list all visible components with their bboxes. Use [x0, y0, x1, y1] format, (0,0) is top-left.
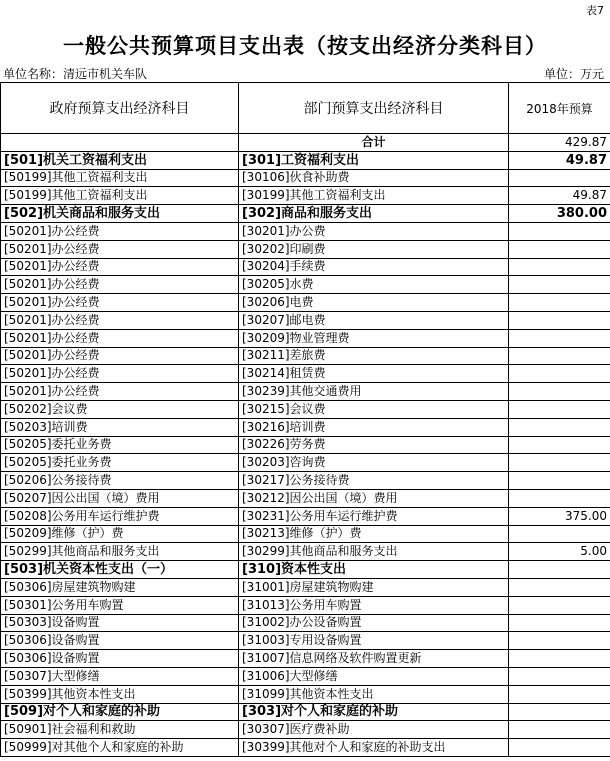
amount-cell — [509, 222, 610, 240]
total-row — [1, 134, 610, 152]
table-row — [1, 632, 610, 650]
dept-subject-cell: [303]对个人和家庭的补助 — [239, 703, 509, 721]
amount-cell — [509, 650, 610, 668]
table-row — [1, 400, 610, 418]
table-row — [1, 365, 610, 383]
gov-subject-cell: [50199]其他工资福利支出 — [1, 187, 239, 205]
amount-cell — [509, 454, 610, 472]
gov-subject-cell: [509]对个人和家庭的补助 — [1, 703, 239, 721]
table-row — [1, 222, 610, 240]
gov-subject-cell: [50206]公务接待费 — [1, 472, 239, 490]
gov-subject-cell: [50208]公务用车运行维护费 — [1, 507, 239, 525]
gov-subject-cell: [50201]办公经费 — [1, 222, 239, 240]
table-row — [1, 187, 610, 205]
gov-subject-cell: [50301]公务用车购置 — [1, 596, 239, 614]
amount-cell — [509, 614, 610, 632]
table-number: 表7 — [586, 4, 604, 17]
amount-cell — [509, 258, 610, 276]
gov-subject-cell: [50306]房屋建筑物购建 — [1, 578, 239, 596]
dept-subject-cell: [30207]邮电费 — [239, 311, 509, 329]
dept-subject-cell: [30215]会议费 — [239, 400, 509, 418]
table-row — [1, 472, 610, 490]
gov-subject-cell: [50901]社会福利和救助 — [1, 721, 239, 739]
amount-cell — [509, 739, 610, 757]
amount-cell: 5.00 — [509, 543, 610, 561]
gov-subject-cell: [50202]会议费 — [1, 400, 239, 418]
gov-subject-cell: [50303]设备购置 — [1, 614, 239, 632]
budget-table — [0, 82, 610, 757]
table-row — [1, 685, 610, 703]
amount-cell — [509, 383, 610, 401]
gov-subject-cell: [501]机关工资福利支出 — [1, 151, 239, 169]
table-row — [1, 418, 610, 436]
total-label: 合计 — [239, 134, 509, 152]
dept-subject-cell: [30209]物业管理费 — [239, 329, 509, 347]
total-amount: 429.87 — [509, 134, 610, 152]
table-row — [1, 721, 610, 739]
dept-subject-cell: [31013]公务用车购置 — [239, 596, 509, 614]
gov-subject-cell: [50209]维修（护）费 — [1, 525, 239, 543]
table-row — [1, 294, 610, 312]
dept-subject-cell: [31002]办公设备购置 — [239, 614, 509, 632]
dept-subject-cell: [30206]电费 — [239, 294, 509, 312]
dept-subject-cell: [30213]维修（护）费 — [239, 525, 509, 543]
header-year-budget: 2018年预算 — [509, 83, 610, 134]
amount-cell — [509, 703, 610, 721]
table-row — [1, 436, 610, 454]
amount-cell — [509, 329, 610, 347]
dept-subject-cell: [30201]办公费 — [239, 222, 509, 240]
gov-subject-cell: [50205]委托业务费 — [1, 454, 239, 472]
table-row — [1, 667, 610, 685]
unit-info-row — [0, 63, 610, 81]
gov-subject-cell: [50205]委托业务费 — [1, 436, 239, 454]
dept-subject-cell: [30106]伙食补助费 — [239, 169, 509, 187]
dept-subject-cell: [30202]印刷费 — [239, 240, 509, 258]
dept-subject-cell: [31099]其他资本性支出 — [239, 685, 509, 703]
dept-subject-cell: [302]商品和服务支出 — [239, 205, 509, 223]
amount-cell — [509, 472, 610, 490]
gov-subject-cell: [50207]因公出国（境）费用 — [1, 489, 239, 507]
amount-cell — [509, 578, 610, 596]
dept-subject-cell: [30216]培训费 — [239, 418, 509, 436]
dept-subject-cell: [31001]房屋建筑物购建 — [239, 578, 509, 596]
gov-subject-cell: [50203]培训费 — [1, 418, 239, 436]
dept-subject-cell: [30299]其他商品和服务支出 — [239, 543, 509, 561]
amount-cell — [509, 365, 610, 383]
amount-cell — [509, 667, 610, 685]
table-row — [1, 169, 610, 187]
table-row — [1, 578, 610, 596]
dept-subject-cell: [30205]水费 — [239, 276, 509, 294]
table-row — [1, 561, 610, 579]
dept-subject-cell: [30239]其他交通费用 — [239, 383, 509, 401]
table-row — [1, 525, 610, 543]
dept-subject-cell: [30214]租赁费 — [239, 365, 509, 383]
amount-cell — [509, 276, 610, 294]
page-title: 一般公共预算项目支出表（按支出经济分类科目） — [63, 34, 547, 58]
table-row — [1, 739, 610, 757]
gov-subject-cell: [50201]办公经费 — [1, 240, 239, 258]
gov-subject-cell: [50306]设备购置 — [1, 632, 239, 650]
gov-subject-cell: [50307]大型修缮 — [1, 667, 239, 685]
total-empty-cell — [1, 134, 239, 152]
amount-cell — [509, 169, 610, 187]
dept-subject-cell: [30226]劳务费 — [239, 436, 509, 454]
dept-subject-cell: [30307]医疗费补助 — [239, 721, 509, 739]
table-row — [1, 240, 610, 258]
amount-cell — [509, 400, 610, 418]
amount-cell — [509, 418, 610, 436]
dept-subject-cell: [30199]其他工资福利支出 — [239, 187, 509, 205]
amount-cell — [509, 311, 610, 329]
dept-subject-cell: [31006]大型修缮 — [239, 667, 509, 685]
dept-subject-cell: [30217]公务接待费 — [239, 472, 509, 490]
table-row — [1, 311, 610, 329]
dept-subject-cell: [31007]信息网络及软件购置更新 — [239, 650, 509, 668]
dept-subject-cell: [30231]公务用车运行维护费 — [239, 507, 509, 525]
table-row — [1, 383, 610, 401]
gov-subject-cell: [50201]办公经费 — [1, 294, 239, 312]
gov-subject-cell: [502]机关商品和服务支出 — [1, 205, 239, 223]
amount-cell — [509, 436, 610, 454]
gov-subject-cell: [50201]办公经费 — [1, 383, 239, 401]
dept-subject-cell: [301]工资福利支出 — [239, 151, 509, 169]
dept-subject-cell: [31003]专用设备购置 — [239, 632, 509, 650]
table-row — [1, 507, 610, 525]
amount-cell: 49.87 — [509, 151, 610, 169]
amount-cell — [509, 685, 610, 703]
unit-currency: 单位：万元 — [543, 67, 604, 81]
gov-subject-cell: [50199]其他工资福利支出 — [1, 169, 239, 187]
table-row — [1, 347, 610, 365]
table-row — [1, 543, 610, 561]
dept-subject-cell: [310]资本性支出 — [239, 561, 509, 579]
amount-cell — [509, 294, 610, 312]
dept-subject-cell: [30211]差旅费 — [239, 347, 509, 365]
amount-cell: 380.00 — [509, 205, 610, 223]
amount-cell — [509, 240, 610, 258]
amount-cell — [509, 596, 610, 614]
table-row — [1, 276, 610, 294]
gov-subject-cell: [50201]办公经费 — [1, 347, 239, 365]
table-row — [1, 650, 610, 668]
header-dept-subject: 部门预算支出经济科目 — [239, 83, 509, 134]
gov-subject-cell: [50201]办公经费 — [1, 365, 239, 383]
gov-subject-cell: [50201]办公经费 — [1, 311, 239, 329]
amount-cell — [509, 721, 610, 739]
amount-cell — [509, 525, 610, 543]
header-gov-subject: 政府预算支出经济科目 — [1, 83, 239, 134]
gov-subject-cell: [503]机关资本性支出（一） — [1, 561, 239, 579]
gov-subject-cell: [50399]其他资本性支出 — [1, 685, 239, 703]
table-row — [1, 596, 610, 614]
dept-subject-cell: [30399]其他对个人和家庭的补助支出 — [239, 739, 509, 757]
table-row — [1, 258, 610, 276]
unit-name: 单位名称：清远市机关车队 — [3, 67, 148, 81]
gov-subject-cell: [50299]其他商品和服务支出 — [1, 543, 239, 561]
amount-cell — [509, 347, 610, 365]
dept-subject-cell: [30203]咨询费 — [239, 454, 509, 472]
dept-subject-cell: [30212]因公出国（境）费用 — [239, 489, 509, 507]
table-row — [1, 454, 610, 472]
table-row — [1, 703, 610, 721]
amount-cell: 375.00 — [509, 507, 610, 525]
gov-subject-cell: [50999]对其他个人和家庭的补助 — [1, 739, 239, 757]
amount-cell — [509, 561, 610, 579]
table-row — [1, 151, 610, 169]
gov-subject-cell: [50201]办公经费 — [1, 329, 239, 347]
table-row — [1, 205, 610, 223]
amount-cell — [509, 489, 610, 507]
amount-cell: 49.87 — [509, 187, 610, 205]
amount-cell — [509, 632, 610, 650]
gov-subject-cell: [50306]设备购置 — [1, 650, 239, 668]
table-row — [1, 489, 610, 507]
table-header-row — [1, 83, 610, 134]
table-row — [1, 614, 610, 632]
gov-subject-cell: [50201]办公经费 — [1, 258, 239, 276]
gov-subject-cell: [50201]办公经费 — [1, 276, 239, 294]
table-row — [1, 329, 610, 347]
dept-subject-cell: [30204]手续费 — [239, 258, 509, 276]
